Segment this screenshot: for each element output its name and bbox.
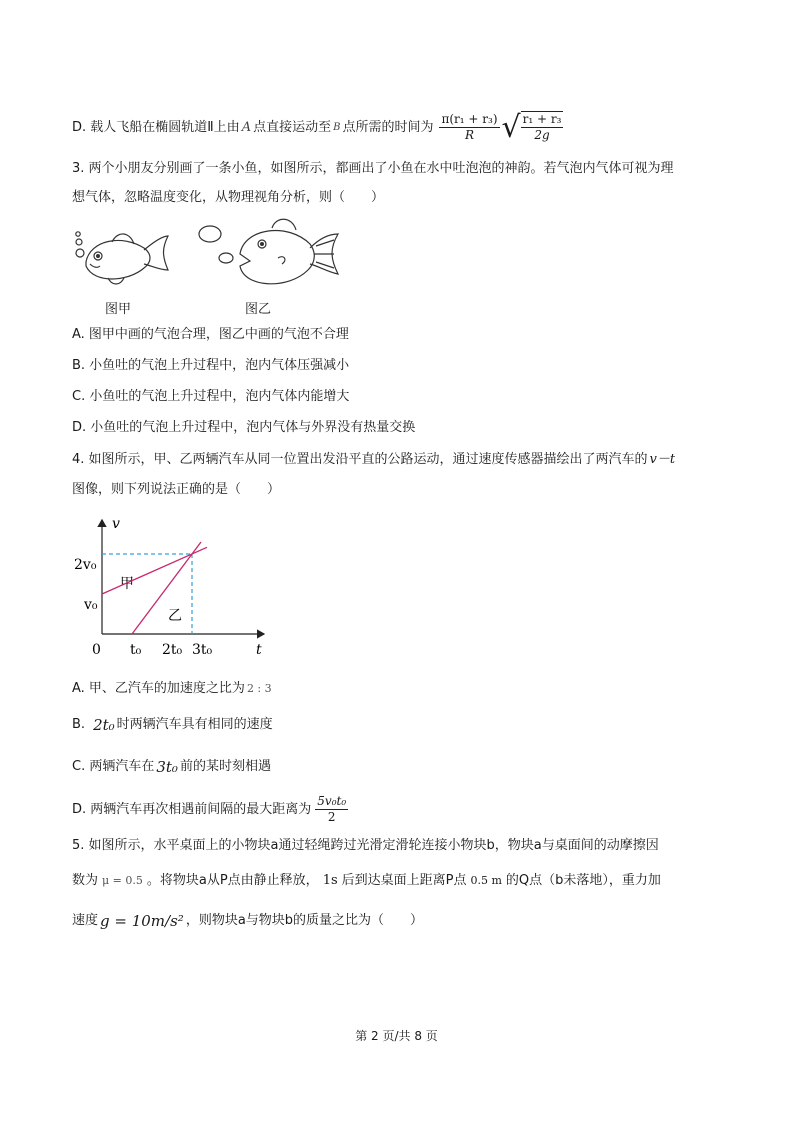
q4-option-d xyxy=(72,794,348,825)
q3-option-b: B. 小鱼吐的气泡上升过程中，泡内气体压强减小 xyxy=(72,358,350,373)
time-fraction xyxy=(439,112,499,143)
q3-option-a: A. 图甲中画的气泡合理，图乙中画的气泡不合理 xyxy=(72,327,349,342)
sqrt-den: 2g xyxy=(534,127,550,142)
prev-option-d-tail: 点所需的时间为 xyxy=(342,119,434,135)
q3-line2: 想气体，忽略温度变化，从物理视角分析，则（ ） xyxy=(72,190,385,205)
label-jia: 甲 xyxy=(120,576,134,592)
prev-option-d xyxy=(72,109,563,145)
q3-option-c: C. 小鱼吐的气泡上升过程中，泡内气体内能增大 xyxy=(72,389,350,404)
q4-option-b-math: 2t₀ xyxy=(93,716,115,734)
bubble-small-icon xyxy=(76,232,80,236)
q4-option-c xyxy=(72,758,271,776)
fig-yi-caption: 图乙 xyxy=(245,302,272,317)
q4-option-d-num: 5v₀t₀ xyxy=(317,794,347,808)
sqrt-fraction xyxy=(521,111,564,143)
prev-option-d-mid: 点直接运动至 xyxy=(253,119,332,135)
q4-option-a-text: A. 甲、乙汽车的加速度之比为 xyxy=(72,681,245,696)
x-axis-label: t xyxy=(256,642,262,658)
fish-body-icon xyxy=(240,231,314,284)
q5-distance: 0.5 m xyxy=(470,874,502,887)
q4-line1: 4. 如图所示，甲、乙两辆汽车从同一位置出发沿平直的公路运动，通过速度传感器描绘出了两汽车的 xyxy=(72,452,648,467)
bubble-small-icon xyxy=(219,253,233,263)
fish-figure-jia xyxy=(72,222,182,292)
q4-line2: 图像，则下列说法正确的是（ ） xyxy=(72,482,281,497)
y-tick-2v0: 2v₀ xyxy=(74,557,97,573)
q5-line3 xyxy=(72,912,423,930)
prev-option-d-text: D. 载人飞船在椭圆轨道Ⅱ上由 xyxy=(72,119,240,135)
q5-line2-mid2: 后到达桌面上距离P点 xyxy=(341,873,467,888)
y-tick-v0: v₀ xyxy=(84,597,98,613)
q4-option-b-pre: B. xyxy=(72,717,86,732)
x-tick-t0: t₀ xyxy=(130,642,142,658)
q4-option-b xyxy=(72,716,273,734)
q5-line1: 5. 如图所示，水平桌面上的小物块a通过轻绳跨过光滑定滑轮连接小物块b，物块a与桌面间的动摩擦因 xyxy=(72,838,659,853)
origin-label: 0 xyxy=(92,642,101,658)
fish-figure-yi xyxy=(192,214,342,296)
sqrt-sign: √ xyxy=(501,109,521,145)
label-yi: 乙 xyxy=(168,608,182,624)
q5-line2 xyxy=(72,872,661,890)
page-footer: 第 2 页/共 8 页 xyxy=(355,1029,438,1043)
sqrt-expression xyxy=(501,109,564,145)
q5-line3-tail: ，则物块a与物块b的质量之比为（ ） xyxy=(185,913,424,928)
q4-option-d-text: D. 两辆汽车再次相遇前间隔的最大距离为 xyxy=(72,801,312,817)
q5-time: 1s xyxy=(322,873,338,888)
q5-mu: μ = 0.5 xyxy=(102,874,143,887)
x-tick-2t0: 2t₀ xyxy=(162,642,183,658)
q4-vt: v－t xyxy=(649,452,676,467)
q4-option-d-frac xyxy=(315,794,348,825)
bubble-large-icon xyxy=(76,249,84,257)
time-fraction-num: π(r₁ + r₃) xyxy=(441,112,498,126)
series-line-yi xyxy=(132,542,201,634)
q4-option-c-text: 前的某时刻相遇 xyxy=(179,759,271,774)
bubble-mid-icon xyxy=(76,239,82,245)
x-tick-3t0: 3t₀ xyxy=(192,642,213,658)
bubble-large-icon xyxy=(199,226,221,242)
q5-line2-pre: 数为 xyxy=(72,873,99,888)
q4-option-a xyxy=(72,680,272,698)
q4-option-b-text: 时两辆汽车具有相同的速度 xyxy=(116,717,273,732)
q3-line1: 3. 两个小朋友分别画了一条小鱼，如图所示，都画出了小鱼在水中吐泡泡的神韵。若气泡内气体可视为理 xyxy=(72,161,674,176)
point-b: B xyxy=(333,121,341,133)
fig-jia-caption: 图甲 xyxy=(105,302,132,317)
sqrt-num: r₁ + r₃ xyxy=(522,111,562,126)
q4-option-a-ratio: 2 : 3 xyxy=(246,682,272,695)
vt-graph xyxy=(72,514,272,664)
q4-option-c-pre: C. 两辆汽车在 xyxy=(72,759,155,774)
q4-option-d-den: 2 xyxy=(327,810,336,824)
q5-line2-tail: 的Q点（b未落地），重力加 xyxy=(505,873,661,888)
q5-g: g = 10m/s² xyxy=(100,912,184,930)
time-fraction-den: R xyxy=(464,128,474,142)
q5-line3-pre: 速度 xyxy=(72,913,99,928)
q5-line2-mid1: 。将物块a从P点由静止释放， xyxy=(146,873,319,888)
y-axis-label: v xyxy=(112,516,120,532)
q4-option-c-math: 3t₀ xyxy=(156,758,178,776)
q4-line1-wrap xyxy=(72,451,675,469)
point-a: A xyxy=(241,119,252,135)
q3-option-d: D. 小鱼吐的气泡上升过程中，泡内气体与外界没有热量交换 xyxy=(72,420,416,435)
